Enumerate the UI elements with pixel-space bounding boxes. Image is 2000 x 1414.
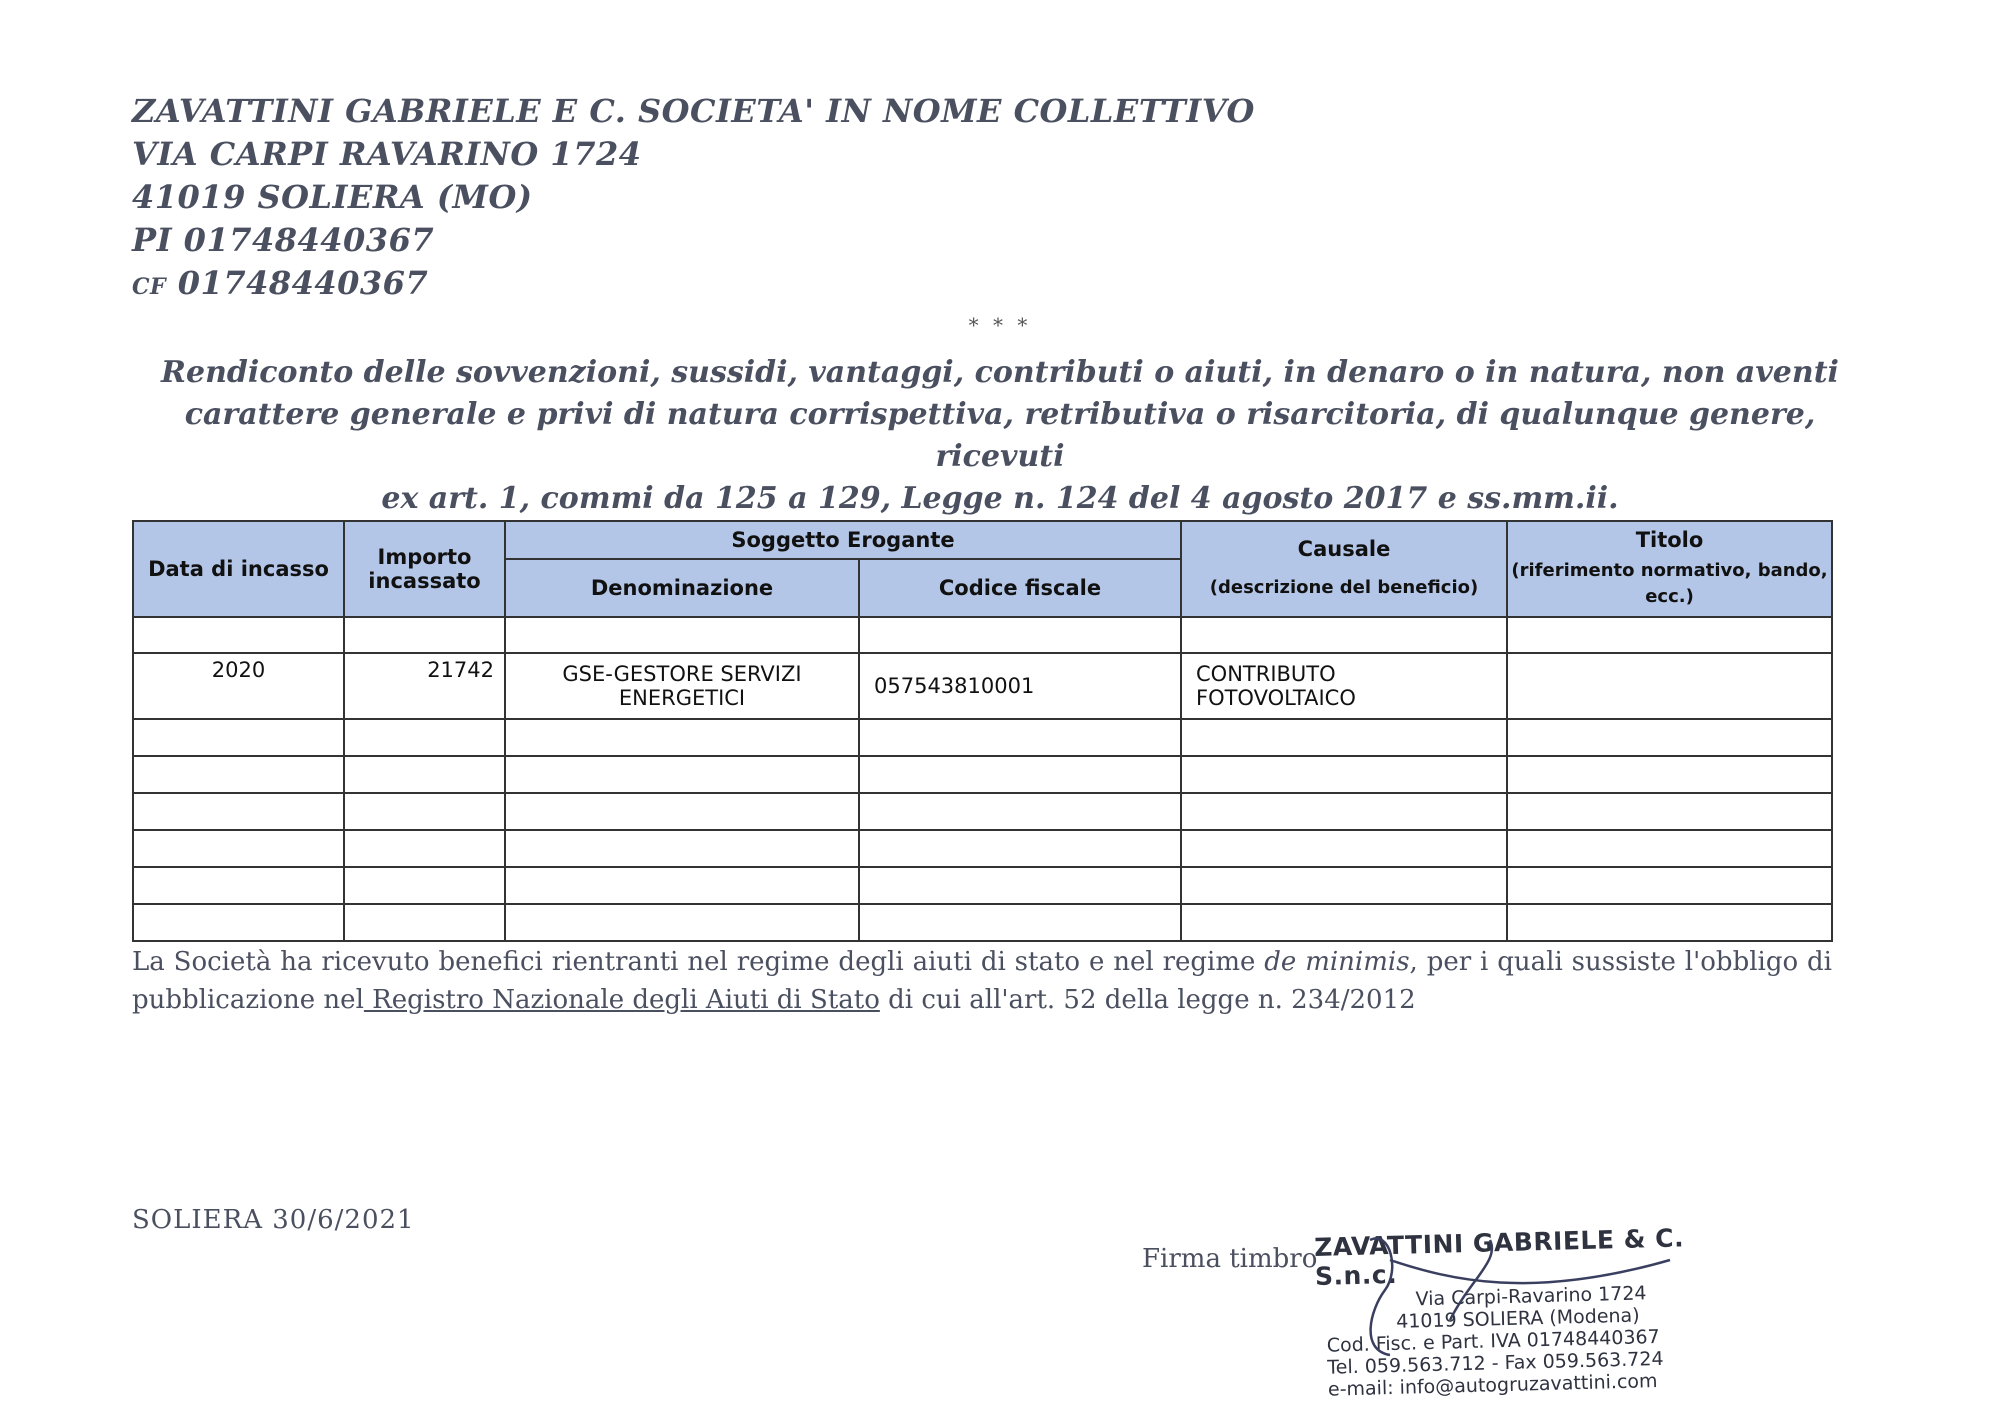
title-line-3: ex art. 1, commi da 125 a 129, Legge n. 124 del 4 agosto 2017 e ss.mm.ii. xyxy=(381,481,1619,516)
table-row xyxy=(133,617,1832,653)
firma-label: Firma timbro xyxy=(1142,1244,1318,1274)
cell-titolo xyxy=(1507,653,1832,719)
cell-codice-fiscale: 057543810001 xyxy=(859,653,1181,719)
denominazione-line-1: GSE-GESTORE SERVIZI xyxy=(562,662,802,686)
header-titolo xyxy=(1507,521,1832,617)
company-stamp xyxy=(1314,1223,1698,1401)
denominazione-line-2: ENERGETICI xyxy=(618,686,746,710)
footer-part-2: , per i quali sussiste l'obbligo di pubblicazione nel xyxy=(132,947,1832,1015)
header-soggetto-erogante: Soggetto Erogante xyxy=(505,521,1181,559)
document-title xyxy=(120,352,1880,520)
stamp-line-4: Tel. 059.563.712 - Fax 059.563.724 xyxy=(1327,1347,1664,1379)
stamp-name: ZAVATTINI GABRIELE & C. S.n.c. xyxy=(1313,1223,1685,1291)
stamp-line-2: 41019 SOLIERA (Modena) xyxy=(1395,1304,1640,1333)
header-titolo-sub: (riferimento normativo, bando, ecc.) xyxy=(1511,560,1828,607)
title-line-1: Rendiconto delle sovvenzioni, sussidi, vantaggi, contributi o aiuti, in denaro o in natura, non aventi xyxy=(161,355,1839,390)
header-causale-sub: (descrizione del beneficio) xyxy=(1209,577,1479,598)
company-cf xyxy=(132,262,1255,309)
place-date: SOLIERA 30/6/2021 xyxy=(132,1205,415,1235)
stamp-line-1: Via Carpi-Ravarino 1724 xyxy=(1415,1282,1647,1311)
header-importo: Importo incassato xyxy=(344,521,505,617)
causale-line-1: CONTRIBUTO xyxy=(1196,662,1336,686)
footer-statement xyxy=(132,943,1832,1019)
footer-part-3: di cui all'art. 52 della legge n. 234/2012 xyxy=(879,985,1416,1015)
header-codice-fiscale: Codice fiscale xyxy=(859,559,1181,617)
cell-causale xyxy=(1181,653,1507,719)
causale-line-2: FOTOVOLTAICO xyxy=(1196,686,1356,710)
company-city: 41019 SOLIERA (MO) xyxy=(132,178,533,216)
cf-label: CF xyxy=(132,274,167,300)
company-name: ZAVATTINI GABRIELE E C. SOCIETA' IN NOME COLLETTIVO xyxy=(132,92,1255,130)
company-header xyxy=(132,90,1255,309)
table-row xyxy=(133,867,1832,904)
cell-importo: 21742 xyxy=(344,653,505,719)
header-titolo-title: Titolo xyxy=(1635,528,1704,552)
footer-part-1: La Società ha ricevuto benefici rientranti nel regime degli aiuti di stato e nel regime xyxy=(132,947,1265,977)
cell-data: 2020 xyxy=(133,653,344,719)
footer-de-minimis: de minimis xyxy=(1264,947,1410,977)
stamp-line-5: e-mail: info@autogruzavattini.com xyxy=(1327,1370,1658,1401)
table-row xyxy=(133,830,1832,867)
table-row xyxy=(133,756,1832,793)
cell-denominazione xyxy=(505,653,859,719)
registro-link[interactable]: Registro Nazionale degli Aiuti di Stato xyxy=(363,985,880,1015)
separator: * * * xyxy=(968,313,1032,337)
header-data-incasso: Data di incasso xyxy=(133,521,344,617)
stamp-line-3: Cod. Fisc. e Part. IVA 01748440367 xyxy=(1326,1325,1660,1357)
table-row xyxy=(133,719,1832,756)
benefits-table xyxy=(132,520,1833,942)
header-causale-title: Causale xyxy=(1297,537,1391,561)
table-row xyxy=(133,904,1832,941)
company-address: VIA CARPI RAVARINO 1724 xyxy=(132,135,642,173)
title-line-2: carattere generale e privi di natura corrispettiva, retributiva o risarcitoria, di qualunque genere, ricevuti xyxy=(184,397,1816,474)
company-pi: PI 01748440367 xyxy=(132,221,435,259)
cf-value: 01748440367 xyxy=(177,264,429,302)
table-row xyxy=(133,653,1832,719)
table-row xyxy=(133,793,1832,830)
header-causale xyxy=(1181,521,1507,617)
header-denominazione: Denominazione xyxy=(505,559,859,617)
